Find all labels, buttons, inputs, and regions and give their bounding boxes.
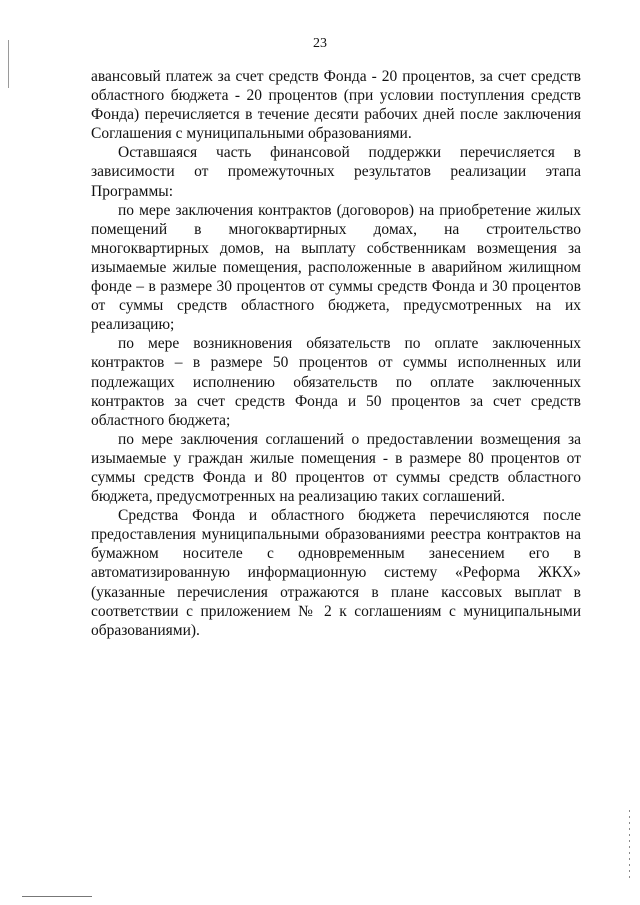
paragraph-contracts-30-percent: по мере заключения контрактов (договоров) на приобретение жилых помещений в многоквартирных домах, на строительство многоквартирных домов, на выплату собственникам возмещения за изымаемые жилые помещения, расположенные в аварийном жилищном фонде – в размере 30 процентов от суммы средств Фонда и 30 процентов от суммы средств областного бюджета, предусмотренных на их реализацию; — [91, 201, 581, 334]
paragraph-obligations-50-percent: по мере возникновения обязательств по оплате заключенных контрактов – в размере 50 процентов от суммы исполненных или подлежащих исполнению обязательств по оплате заключенных контрактов за счет средств Фонда и 50 процентов за счет средств областного бюджета; — [91, 335, 581, 429]
paragraph-remaining-support: Оставшаяся часть финансовой поддержки перечисляется в зависимости от промежуточных результатов реализации этапа Программы: — [91, 144, 581, 200]
paragraph-advance-payment: авансовый платеж за счет средств Фонда - 20 процентов, за счет средств областного бюджета - 20 процентов (при условии поступления средств Фонда) перечисляется в течение десяти рабочих дней после заключения Соглашения с муниципальными образованиями. — [91, 68, 581, 143]
document-body — [91, 67, 581, 640]
page-number: 23 — [313, 36, 327, 51]
scan-artifact-right — [629, 810, 630, 880]
scan-artifact-bottom — [22, 896, 92, 897]
paragraph-compensation-80-percent: по мере заключения соглашений о предоставлении возмещения за изымаемые у граждан жилые помещения - в размере 80 процентов от суммы средств Фонда и 80 процентов от суммы средств областного бюджета, предусмотренных на реализацию таких соглашений. — [91, 430, 581, 506]
paragraph-funds-transfer: Средства Фонда и областного бюджета перечисляются после предоставления муниципальными образованиями реестра контрактов на бумажном носителе с одновременным занесением его в автоматизированную информационную систему «Реформа ЖКХ» (указанные перечисления отражаются в плане кассовых выплат в соответствии с приложением № 2 к соглашениям с муниципальными образованиями). — [91, 507, 581, 639]
